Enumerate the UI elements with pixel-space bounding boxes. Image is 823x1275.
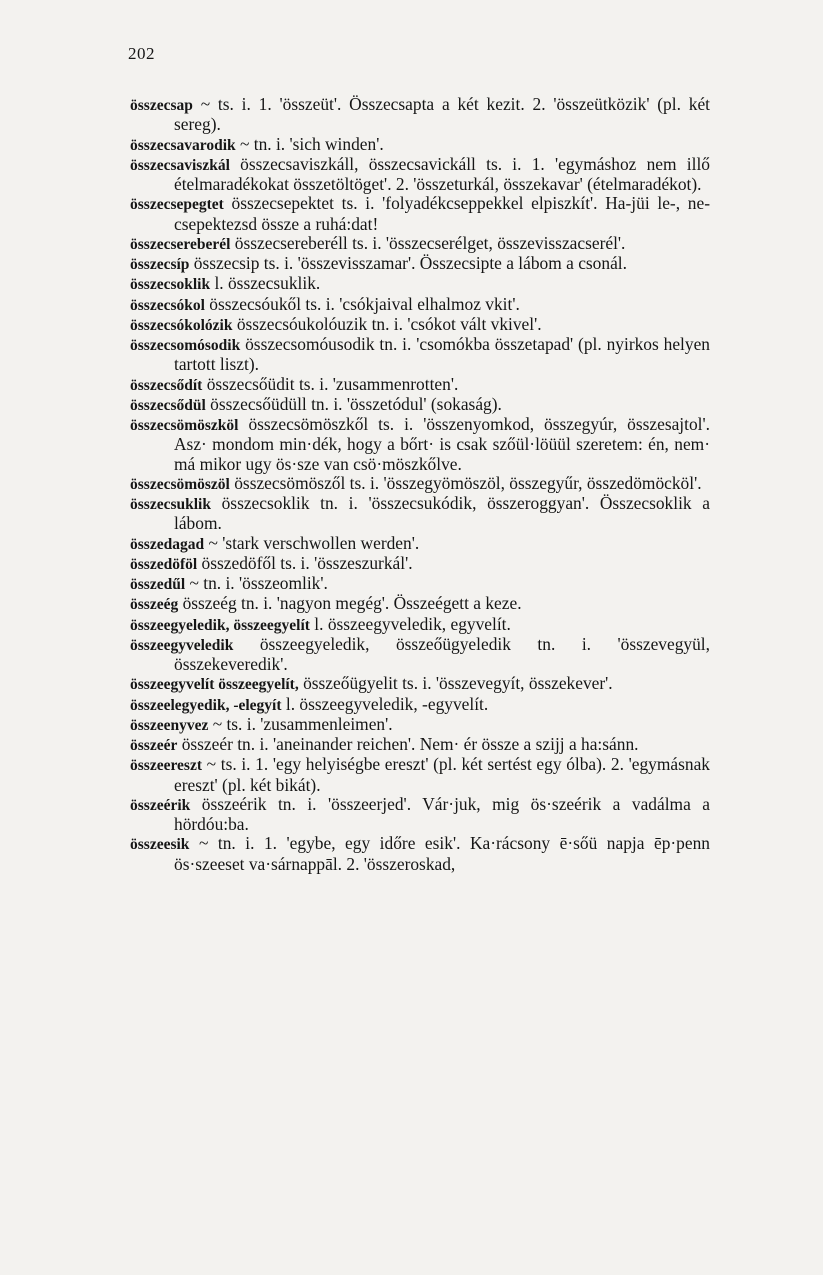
page-number: 202 xyxy=(128,44,155,63)
entry-headword: összecsoklik xyxy=(130,276,211,294)
entry-text: összecsőüdüll tn. i. 'összetódul' (sokaság). xyxy=(210,393,502,414)
entry-headword: összecsavarodik xyxy=(130,136,236,154)
dictionary-entry xyxy=(130,315,710,335)
entry-headword: összecsömöszöl xyxy=(130,475,230,493)
dictionary-entry xyxy=(130,695,710,715)
entry-text: összecsip ts. i. 'összevisszamar'. Összecsipte a lábom a csonál. xyxy=(193,253,627,273)
entry-text: összecsaviszkáll, összecsavickáll ts. i. 1. 'egymáshoz nem illő ételmaradékokat összetöltöget'. 2. 'összeturkál, összekavar' (ételmaradékot). xyxy=(174,153,710,194)
dictionary-entry xyxy=(130,755,710,795)
entry-headword: összecsókolózik xyxy=(130,316,233,334)
entry-headword: összeegyvelít összeegyelít, xyxy=(130,676,299,694)
entry-headword: összedűl xyxy=(130,576,186,593)
dictionary-entry xyxy=(130,635,710,675)
entry-text: összeérik tn. i. 'összeerjed'. Vár·juk, mig ös·szeérik a vadálma a hördóu:ba. xyxy=(174,793,710,834)
entry-text: összecsömöszkől ts. i. 'összenyomkod, összegyúr, összesajtol'. Asz· mondom min·dék, hogy a bőrt· is csak szőül·löüül szeretem: én, nem· má mikor ugy ös·sze van csö·möszkőlve. xyxy=(174,414,710,474)
dictionary-entry xyxy=(130,795,710,835)
entry-text: l. összeegyveledik, egyvelít. xyxy=(314,613,511,634)
dictionary-entry xyxy=(130,194,710,234)
entry-headword: összeereszt xyxy=(130,757,203,775)
entry-headword: összeérik xyxy=(130,796,191,814)
dictionary-entry xyxy=(130,474,710,494)
entry-headword: összedagad xyxy=(130,535,205,553)
dictionary-entry xyxy=(130,274,710,294)
entry-text: összeér tn. i. 'aneinander reichen'. Nem· ér össze a szijj a ha:sánn. xyxy=(181,734,639,754)
dictionary-entry xyxy=(130,834,710,874)
entry-headword: összecsődül xyxy=(130,396,206,414)
entry-headword: összecsap xyxy=(130,97,193,114)
entry-headword: összeenyvez xyxy=(130,716,209,734)
dictionary-entry xyxy=(130,254,710,274)
entry-headword: összedöföl xyxy=(130,555,198,573)
dictionary-entry xyxy=(130,594,710,614)
dictionary-entry xyxy=(130,615,710,635)
entry-text: összecsóukől ts. i. 'csókjaival elhalmoz vkit'. xyxy=(209,293,520,314)
entry-text: ~ ts. i. 1. 'egy helyiségbe ereszt' (pl. két sertést egy ólba). 2. 'egymásnak ereszt' (pl. két bikát). xyxy=(174,754,710,795)
entry-text: összecsömöszől ts. i. 'összegyömöszöl, összegyűr, összedömöcköl'. xyxy=(234,472,702,493)
entry-headword: összeég xyxy=(130,596,179,614)
dictionary-entry xyxy=(130,715,710,735)
entry-text: összecsoklik tn. i. 'összecsukódik, összeroggyan'. Összecsoklik a lábom. xyxy=(174,493,710,534)
entry-text: l. összecsuklik. xyxy=(214,273,321,294)
entry-text: összedöfől ts. i. 'összeszurkál'. xyxy=(201,552,413,573)
entry-headword: összecsaviszkál xyxy=(130,156,230,174)
entry-headword: összecsuklik xyxy=(130,496,211,513)
entry-text: összecsőüdit ts. i. 'zusammenrotten'. xyxy=(206,373,459,394)
dictionary-entry xyxy=(130,155,710,195)
entry-headword: összecsömöszköl xyxy=(130,417,239,434)
entry-headword: összeelegyedik, -elegyít xyxy=(130,696,282,714)
entry-text: összecsóukolóuzik tn. i. 'csókot vált vkivel'. xyxy=(236,313,542,334)
dictionary-entry xyxy=(130,494,710,534)
dictionary-entry xyxy=(130,674,710,694)
dictionary-entry xyxy=(130,574,710,594)
entry-text: összecsereberéll ts. i. 'összecserélget, összevisszacserél'. xyxy=(234,232,626,253)
dictionary-entry xyxy=(130,554,710,574)
dictionary-entry xyxy=(130,375,710,395)
dictionary-entry xyxy=(130,395,710,415)
entry-headword: összecsíp xyxy=(130,256,190,273)
entry-headword: összecsókol xyxy=(130,296,205,314)
dictionary-entry xyxy=(130,335,710,375)
entry-text: ~ tn. i. 'sich winden'. xyxy=(240,133,384,154)
entry-headword: összeegyeledik, összeegyelít xyxy=(130,616,310,634)
entry-text: összeőügyelit ts. i. 'összevegyít, összekever'. xyxy=(303,673,613,694)
dictionary-entry xyxy=(130,534,710,554)
entry-text: összeég tn. i. 'nagyon megég'. Összeégett a keze. xyxy=(182,593,522,614)
entry-text: l. összeegyveledik, -egyvelít. xyxy=(285,693,489,714)
entry-headword: összecsődít xyxy=(130,376,203,394)
entry-text: ~ tn. i. 1. 'egybe, egy időre esik'. Ka·rácsony ē·sőü napja ēp·penn ös·szeeset va·sárnappāl. 2. 'összeroskad, xyxy=(174,833,710,874)
dictionary-entry xyxy=(130,135,710,155)
entry-headword: összecsepegtet xyxy=(130,196,224,214)
entry-text: összecsomóusodik tn. i. 'csomókba összetapad' (pl. nyirkos helyen tartott liszt). xyxy=(174,334,710,375)
entry-headword: összecsomósodik xyxy=(130,337,241,354)
entry-text: ~ ts. i. 'zusammenleimen'. xyxy=(212,713,393,734)
dictionary-entry xyxy=(130,295,710,315)
dictionary-entry xyxy=(130,95,710,135)
entry-headword: összeegyveledik xyxy=(130,636,234,654)
entry-text: összeegyeledik, összeőügyeledik tn. i. 'összevegyül, összekeveredik'. xyxy=(174,633,710,674)
dictionary-entry xyxy=(130,234,710,254)
entry-text: összecsepektet ts. i. 'folyadékcseppekkel elpiszkít'. Ha-jüi le-, ne- csepektezsd össze a ruhá:dat! xyxy=(174,193,710,234)
entry-text: ~ 'stark verschwollen werden'. xyxy=(208,532,420,553)
entry-headword: összecsereberél xyxy=(130,235,231,253)
dictionary-entry xyxy=(130,415,710,474)
entry-text: ~ tn. i. 'összeomlik'. xyxy=(189,573,328,593)
dictionary-entry xyxy=(130,735,710,755)
dictionary-column xyxy=(130,95,710,874)
entry-headword: összeesik xyxy=(130,836,190,854)
entry-text: ~ ts. i. 1. 'összeüt'. Összecsapta a két kezit. 2. 'összeütközik' (pl. két sereg). xyxy=(174,94,710,135)
entry-headword: összeér xyxy=(130,737,178,754)
